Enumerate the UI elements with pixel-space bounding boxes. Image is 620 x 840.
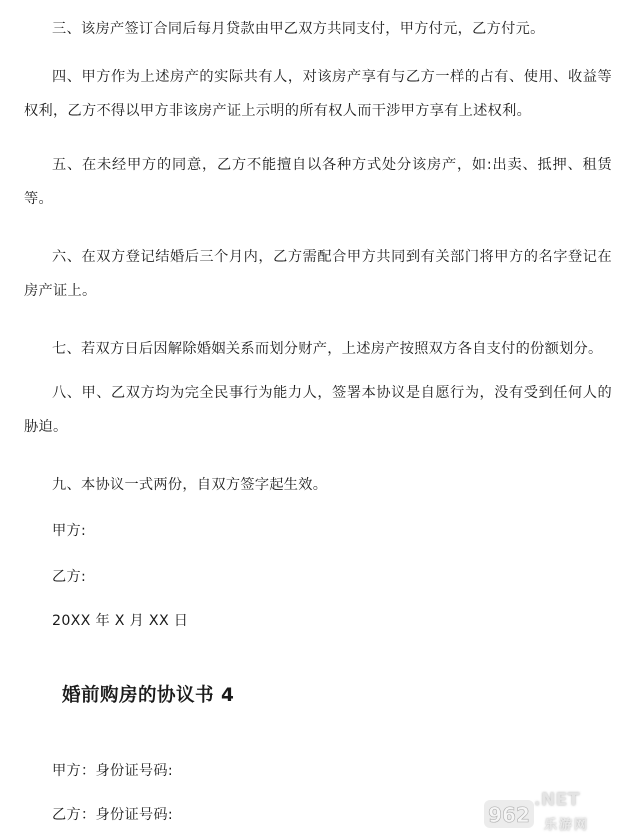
clause-6: 六、在双方登记结婚后三个月内，乙方需配合甲方共同到有关部门将甲方的名字登记在房产证上。	[24, 249, 612, 299]
watermark-name: 乐游网	[544, 818, 590, 833]
clause-3: 三、该房产签订合同后每月贷款由甲乙双方共同支付，甲方付元，乙方付元。	[52, 21, 545, 37]
clause-7: 七、若双方日后因解除婚姻关系而划分财产，上述房产按照双方各自支付的份额划分。	[52, 341, 603, 357]
signature-party-b: 乙方:	[52, 569, 87, 585]
signature-date: 20XX 年 X 月 XX 日	[52, 613, 189, 629]
site-watermark	[482, 790, 614, 836]
clause-8: 八、甲、乙双方均为完全民事行为能力人，签署本协议是自愿行为，没有受到任何人的胁迫。	[24, 385, 612, 435]
clause-9: 九、本协议一式两份，自双方签字起生效。	[52, 477, 328, 493]
watermark-logo-text: 962	[488, 803, 530, 827]
signature-party-a: 甲方:	[52, 523, 87, 539]
id-line-party-a: 甲方：身份证号码:	[52, 763, 173, 779]
watermark-logo-icon	[482, 794, 538, 832]
clause-4: 四、甲方作为上述房产的实际共有人，对该房产享有与乙方一样的占有、使用、收益等权利，乙方不得以甲方非该房产证上示明的所有权人而干涉甲方享有上述权利。	[24, 69, 612, 119]
watermark-site: .NET	[534, 790, 580, 810]
id-line-party-b: 乙方：身份证号码:	[52, 807, 173, 823]
clause-5: 五、在未经甲方的同意，乙方不能擅自以各种方式处分该房产，如:出卖、抵押、租赁等。	[24, 157, 612, 207]
section-title: 婚前购房的协议书 4	[62, 685, 235, 706]
